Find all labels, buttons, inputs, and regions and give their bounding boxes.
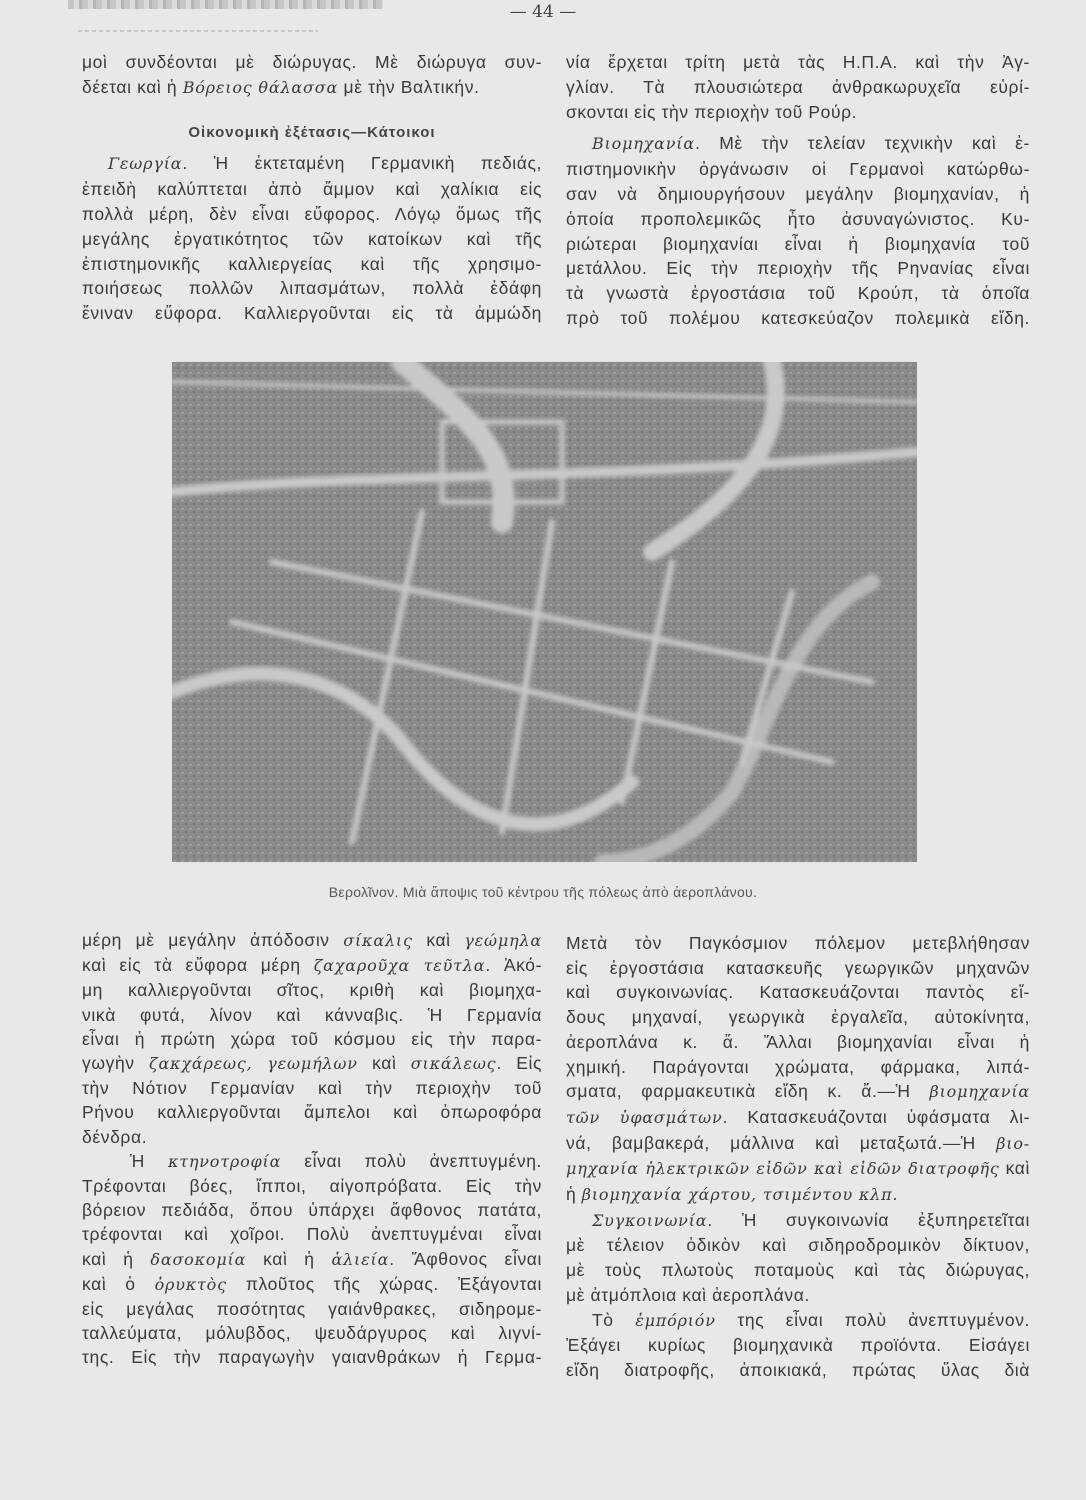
text-run: ὁποία προπολεμικῶς ἦτο ἀσυναγώνιστος. Κυ- (566, 208, 1030, 229)
italic-term: δασοκομία (150, 1249, 247, 1269)
text-run: ποιήσεως πολλῶν λιπασμάτων, πολλὰ ἐδάφη (82, 278, 542, 299)
text-line (82, 1051, 542, 1076)
text-run: γωγὴν (82, 1053, 149, 1074)
text-run: καὶ (412, 930, 465, 950)
text-run: γλίαν. Τὰ πλουσιώτερα ἀνθρακωρυχεῖα εὑρί- (566, 76, 1030, 97)
italic-term: σίκαλις (343, 931, 413, 950)
paragraph (82, 50, 542, 101)
text-run: εἴδη διατροφῆς, ἀποικιακά, πρώτας ὕλας διὰ (566, 1359, 1030, 1380)
text-run: καὶ ἡ (82, 1248, 151, 1269)
text-run: της εἶναι πολὺ ἀνεπτυγμένον. (715, 1309, 1031, 1330)
text-line (566, 1358, 1030, 1383)
italic-term: Γεωργία (108, 154, 183, 174)
text-line (566, 1258, 1030, 1283)
text-run: τρέφονται καὶ χοῖροι. Πολὺ ἀνεπτυγμέναι εἶναι (82, 1224, 542, 1245)
paragraph (82, 928, 542, 1149)
text-run: δους μηχαναί, γεωργικὰ ἐργαλεῖα, αὐτοκίνητα, (566, 1007, 1030, 1028)
text-run: μετάλλου. Εἰς τὴν περιοχὴν τῆς Ρηνανίας εἶναι (566, 258, 1030, 279)
text-run: πιστημονικὴν ὀργάνωσιν οἱ Γερμανοὶ κατώρθω- (566, 159, 1030, 180)
text-line (82, 1003, 542, 1027)
text-line (82, 151, 542, 177)
text-line (566, 1208, 1030, 1234)
italic-term: Βιομηχανία (592, 134, 695, 154)
text-line (82, 1174, 542, 1198)
text-line (566, 207, 1030, 232)
text-run: . Ἀκό- (485, 955, 543, 976)
text-run: ἡ (566, 1184, 582, 1205)
text-run: Τὸ (592, 1309, 636, 1330)
text-line (566, 182, 1030, 207)
text-line (82, 276, 542, 301)
text-run: καὶ ἡ (246, 1248, 332, 1269)
text-run: . Κατασκευάζονται ὑφάσματα λι- (722, 1106, 1030, 1127)
text-line (566, 256, 1030, 281)
text-line (82, 1076, 542, 1100)
text-line (566, 956, 1030, 981)
text-line (82, 75, 542, 101)
paragraph (566, 131, 1030, 330)
text-run: σματα, φαρμακευτικὰ εἴδη κ. ἄ.—Ἡ (566, 1081, 930, 1102)
text-line (82, 1027, 542, 1051)
italic-term: ἁλιεία (331, 1249, 390, 1269)
text-line (82, 1125, 542, 1149)
column-bottom-left (82, 928, 542, 1370)
text-line (82, 1345, 542, 1369)
text-run: νά, βαμβακερά, μάλλινα καὶ μεταξωτά.—Ἡ (566, 1132, 997, 1153)
text-line (82, 227, 542, 252)
text-line (82, 1272, 542, 1297)
text-run: μὲ τοὺς πλωτοὺς ποταμοὺς καὶ τὰς διώρυγας, (566, 1260, 1030, 1281)
text-line (82, 252, 542, 277)
text-run: . Ἡ ἐκτεταμένη Γερμανικὴ πεδιάς, (182, 153, 542, 174)
italic-term: ζαχαροῦχα τεῦτλα (313, 956, 486, 976)
text-line (566, 75, 1030, 100)
text-line (566, 1308, 1030, 1334)
text-line (82, 978, 542, 1002)
text-line (82, 1149, 542, 1174)
text-line (566, 1005, 1030, 1030)
text-run: Τρέφονται βόες, ἵπποι, αἰγοπρόβατα. Εἰς τὴν (82, 1176, 542, 1197)
text-run: δένδρα. (82, 1126, 148, 1147)
text-line (566, 100, 1030, 125)
text-run: μοὶ συνδέονται μὲ διώρυγας. Μὲ διώρυγα συν- (82, 52, 542, 72)
text-line (566, 1131, 1030, 1157)
text-run: εἶναι πολὺ ἀνεπτυγμένη. (281, 1150, 542, 1171)
text-run: τὰ γνωστὰ ἐργοστάσια τοῦ Κρούπ, τὰ ὁποῖα (566, 283, 1030, 304)
text-line (82, 1222, 542, 1246)
text-run: ἐπιστημονικῆς καλλιεργείας καὶ τῆς χρησιμο- (82, 253, 542, 274)
text-line (566, 306, 1030, 331)
text-run: Μετὰ τὸν Παγκόσμιον πόλεμον μετεβλήθησαν (566, 933, 1030, 953)
italic-term: βιομηχανία χάρτου, τσιμέντου κλπ. (581, 1185, 899, 1205)
paragraph (566, 50, 1030, 124)
page-number: — 44 — (509, 2, 577, 22)
text-line (82, 50, 542, 75)
text-line (566, 131, 1030, 157)
text-line (82, 177, 542, 202)
text-run: της. Εἰς τὴν παραγωγὴν γαιανθράκων ἡ Γερμα- (82, 1347, 542, 1368)
text-run: εἰς ἐργοστάσια κατασκευῆς γεωργικῶν μηχανῶν (566, 957, 1030, 978)
text-line (566, 232, 1030, 257)
text-run: πολλὰ μέρη, δὲν εἶναι εὔφορος. Λόγῳ ὅμως τῆς (82, 203, 542, 224)
italic-term: ὀρυκτὸς (154, 1274, 227, 1294)
text-run: εἰς μεγάλας ποσότητας γαιάνθρακες, σιδηρομε- (82, 1299, 542, 1320)
italic-term: κτηνοτροφία (167, 1151, 282, 1171)
text-line (566, 1182, 1030, 1208)
text-line (82, 1297, 542, 1321)
text-run: καὶ ὁ (82, 1273, 155, 1294)
text-line (82, 1247, 542, 1272)
text-block (82, 928, 542, 1370)
text-run: . Μὲ τὴν τελείαν τεχνικὴν καὶ ἐ- (694, 133, 1030, 154)
text-line (82, 928, 542, 953)
figure-caption: Βερολῖνον. Μιὰ ἄποψις τοῦ κέντρου τῆς πόλεως ἀπὸ ἀεροπλάνου. (328, 884, 758, 900)
text-line (566, 1079, 1030, 1105)
text-run: ἐπειδὴ καλύπτεται ἀπὸ ἄμμον καὶ χαλίκια εἰς (82, 179, 542, 200)
text-run: καὶ συγκοινωνίας. Κατασκευάζονται παντὸς εἴ- (566, 982, 1030, 1003)
italic-term: μηχανία ἠλεκτρικῶν εἰδῶν καὶ εἰδῶν διατροφῆς (566, 1159, 1000, 1179)
italic-term: Βόρειος θάλασσα (182, 77, 339, 97)
italic-term: σικάλεως (410, 1054, 497, 1074)
text-block (566, 931, 1030, 1383)
text-run: ἔνιναν εὔφορα. Καλλιεργοῦνται εἰς τὰ ἀμμώδη (82, 303, 542, 324)
column-top-right (566, 50, 1030, 331)
text-line (82, 953, 542, 978)
column-bottom-right (566, 931, 1030, 1383)
text-line (566, 1030, 1030, 1055)
text-block (566, 50, 1030, 331)
text-run: ριώτεραι βιομηχανίαι εἶναι ἡ βιομηχανία τοῦ (566, 233, 1030, 254)
text-run: μέρη μὲ μεγάλην ἀπόδοσιν (82, 930, 344, 950)
italic-term: γεώμηλα (464, 931, 542, 950)
text-run: μὲ ἀτμόπλοια καὶ ἀεροπλάνα. (566, 1284, 810, 1305)
paragraph (82, 151, 542, 326)
text-line (82, 1198, 542, 1222)
text-run: νικὰ φυτά, λίνον καὶ κάνναβις. Ἡ Γερμανία (82, 1004, 542, 1025)
text-block (82, 151, 542, 326)
text-run: Ρήνου καλλιεργοῦνται ἄμπελοι καὶ ὀπωροφόρα (82, 1102, 542, 1123)
italic-term: βιομηχανία (929, 1082, 1030, 1102)
paragraph (566, 1208, 1030, 1308)
italic-term: βιο- (996, 1133, 1030, 1153)
text-run: πρὸ τοῦ πολέμου κατεσκεύαζον πολεμικὰ εἴδη. (566, 307, 1030, 328)
text-line (82, 1100, 542, 1124)
aerial-photo-berlin (172, 362, 917, 862)
text-line (82, 1321, 542, 1345)
text-run: εἶναι ἡ πρώτη χώρα τοῦ κόσμου εἰς τὴν παρα- (82, 1028, 542, 1049)
text-run: σκονται εἰς τὴν περιοχὴν τοῦ Ρούρ. (566, 101, 858, 122)
italic-term: ἐμπόριόν (635, 1310, 716, 1330)
text-run: πλοῦτος τῆς χώρας. Ἐξάγονται (226, 1273, 542, 1294)
text-block (82, 50, 542, 101)
text-line (82, 202, 542, 227)
text-line (566, 50, 1030, 75)
paragraph (566, 931, 1030, 1208)
text-run: καὶ (999, 1158, 1030, 1179)
paragraph (82, 1149, 542, 1370)
text-run: σαν νὰ δημιουργήσουν μεγάλην βιομηχανίαν, ἡ (566, 183, 1030, 204)
text-line (566, 1156, 1030, 1182)
text-run: Ἐξάγει κυρίως βιομηχανικὰ προϊόντα. Εἰσάγει (566, 1335, 1030, 1356)
italic-term: τῶν ὑφασμάτων (566, 1107, 723, 1127)
text-run: καὶ εἰς τὰ εὔφορα μέρη (82, 955, 314, 976)
text-run: . Εἰς (496, 1053, 543, 1074)
column-top-left (82, 50, 542, 326)
text-run: νία ἔρχεται τρίτη μετὰ τὰς Η.Π.Α. καὶ τὴν Ἀγ- (566, 52, 1030, 72)
text-line (566, 1105, 1030, 1131)
text-run: . Ἡ συγκοινωνία ἐξυπηρετεῖται (707, 1209, 1030, 1230)
text-run: μὲ τέλειον ὁδικὸν καὶ σιδηροδρομικὸν δίκτυον, (566, 1235, 1030, 1256)
text-run: δέεται καὶ ἡ (82, 76, 183, 97)
text-run: καὶ (357, 1053, 411, 1074)
text-line (566, 931, 1030, 956)
text-run: ταλλεύματα, μόλυβδος, ψευδάργυρος καὶ λιγνί- (82, 1323, 542, 1344)
text-line (566, 1333, 1030, 1358)
text-run: Ἡ (130, 1150, 168, 1171)
text-run: τὴν Νότιον Γερμανίαν καὶ τὴν περιοχὴν τοῦ (82, 1078, 542, 1099)
text-line (566, 1055, 1030, 1080)
aerial-photo-image (172, 362, 917, 862)
text-run: . Ἄφθονος εἶναι (389, 1248, 542, 1269)
text-run: χημική. Παράγονται χρώματα, φάρμακα, λιπά- (566, 1056, 1030, 1077)
text-line (82, 301, 542, 326)
text-line (566, 281, 1030, 306)
text-run: μη καλλιεργοῦνται σῖτος, κριθὴ καὶ βιομηχα- (82, 980, 542, 1001)
text-run: μὲ τὴν Βαλτικήν. (338, 76, 480, 97)
text-run: βόρειον πεδιάδα, ὅπου ὑπάρχει ἄφθονος πατάτα, (82, 1200, 542, 1221)
section-heading: Οἰκονομικὴ ἐξέτασις—Κάτοικοι (188, 123, 436, 141)
italic-term: ζακχάρεως, γεωμήλων (148, 1054, 358, 1074)
text-run: μεγάλης ἐργατικότητος τῶν κατοίκων καὶ τῆς (82, 228, 542, 249)
text-line (566, 1233, 1030, 1258)
text-line (566, 980, 1030, 1005)
scan-edge-artifact (78, 30, 318, 32)
text-line (566, 157, 1030, 182)
paragraph (566, 1308, 1030, 1383)
italic-term: Συγκοινωνία (592, 1210, 708, 1230)
text-run: ἀεροπλάνα κ. ἄ. Ἄλλαι βιομηχανίαι εἶναι ἡ (566, 1031, 1030, 1052)
text-line (566, 1283, 1030, 1308)
